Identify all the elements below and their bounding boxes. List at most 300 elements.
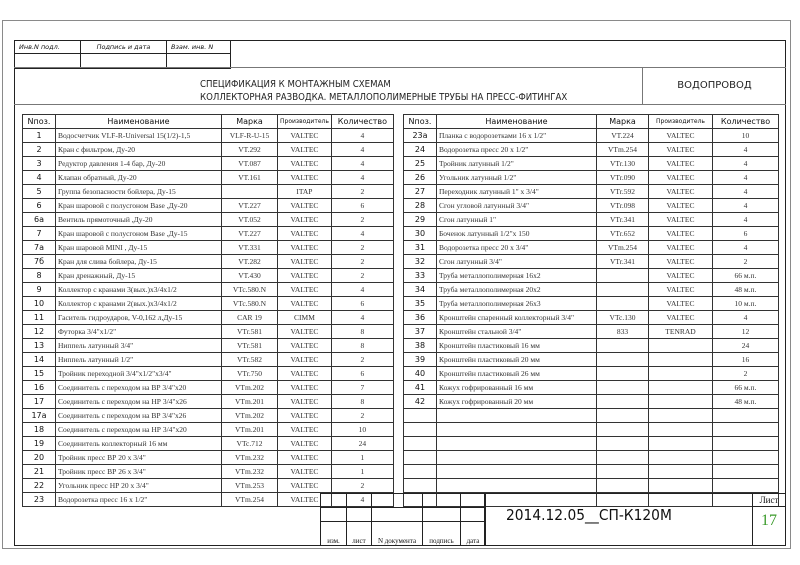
cell-pos: 2 <box>23 143 56 157</box>
table-row <box>404 339 779 353</box>
spec-table-right <box>403 114 779 507</box>
spec-table-left <box>22 114 394 507</box>
empty-cell <box>404 465 437 479</box>
cell-qty: 8 <box>331 395 393 409</box>
cell-maker: VALTEC <box>649 185 713 199</box>
empty-cell <box>713 465 779 479</box>
cell-maker: VALTEC <box>278 283 332 297</box>
cell-name: Тройник латунный 1/2" <box>437 157 597 171</box>
cell-name: Кожух гофрированный 20 мм <box>437 395 597 409</box>
cell-pos: 14 <box>23 353 56 367</box>
table-row <box>23 479 394 493</box>
cell-mark: VT.087 <box>222 157 278 171</box>
cell-qty: 8 <box>331 325 393 339</box>
empty-row <box>404 437 779 451</box>
cell-qty: 4 <box>713 213 779 227</box>
cell-maker: VALTEC <box>649 129 713 143</box>
table-row <box>23 325 394 339</box>
table-header <box>23 115 394 129</box>
cell-pos: 17а <box>23 409 56 423</box>
cell-maker: VALTEC <box>278 367 332 381</box>
table-row <box>404 381 779 395</box>
cell-mark: VTr.592 <box>597 185 649 199</box>
cell-maker: VALTEC <box>278 423 332 437</box>
cell-pos: 10 <box>23 297 56 311</box>
cell-mark <box>597 395 649 409</box>
cell-qty: 10 <box>713 129 779 143</box>
cell-maker: VALTEC <box>278 227 332 241</box>
cell-maker: VALTEC <box>278 171 332 185</box>
cell-pos: 35 <box>404 297 437 311</box>
cell-name: Труба металлополимерная 26x3 <box>437 297 597 311</box>
table-row <box>404 213 779 227</box>
cell-pos: 39 <box>404 353 437 367</box>
cell-mark: 833 <box>597 325 649 339</box>
cell-maker: VALTEC <box>278 451 332 465</box>
cell-qty: 6 <box>331 367 393 381</box>
empty-cell <box>649 465 713 479</box>
cell-qty: 4 <box>331 171 393 185</box>
cell-qty: 4 <box>713 241 779 255</box>
rev-header-docnum: N документа <box>372 522 423 546</box>
cell-maker <box>649 381 713 395</box>
table-row <box>404 269 779 283</box>
cell-maker <box>649 367 713 381</box>
cell-maker <box>649 339 713 353</box>
cell-maker: VALTEC <box>278 465 332 479</box>
cell-maker: VALTEC <box>278 213 332 227</box>
cell-maker: VALTEC <box>278 493 332 507</box>
cell-pos: 23а <box>404 129 437 143</box>
col-pos: Nпоз. <box>23 115 56 129</box>
table-row <box>404 241 779 255</box>
approval-stamp <box>14 40 231 69</box>
cell-name: Редуктор давления 1-4 бар, Ду-20 <box>56 157 222 171</box>
cell-mark: VTc.580.N <box>222 283 278 297</box>
cell-pos: 29 <box>404 213 437 227</box>
cell-mark <box>597 381 649 395</box>
cell-name: Сгон угловой латунный 3/4" <box>437 199 597 213</box>
cell-qty: 66 м.п. <box>713 269 779 283</box>
section-box <box>642 67 786 105</box>
col-mark: Марка <box>597 115 649 129</box>
cell-qty: 12 <box>713 325 779 339</box>
empty-cell <box>649 423 713 437</box>
cell-name: Угольник пресс НР 20 x 3/4" <box>56 479 222 493</box>
table-row <box>23 451 394 465</box>
cell-qty: 1 <box>331 465 393 479</box>
cell-name: Соединитель с переходом на ВР 3/4"x26 <box>56 409 222 423</box>
cell-qty: 4 <box>331 493 393 507</box>
table-row <box>23 297 394 311</box>
cell-qty: 4 <box>331 283 393 297</box>
cell-mark: VTc.712 <box>222 437 278 451</box>
table-row <box>23 423 394 437</box>
cell-pos: 18 <box>23 423 56 437</box>
rev-header-sheet: лист <box>347 522 372 546</box>
cell-name: Сгон латунный 3/4" <box>437 255 597 269</box>
cell-pos: 23 <box>23 493 56 507</box>
document-code: 2014.12.05__СП-К120М <box>506 506 672 524</box>
cell-maker: VALTEC <box>649 283 713 297</box>
cell-mark: VTr.130 <box>597 157 649 171</box>
cell-mark: VTm.254 <box>597 241 649 255</box>
empty-cell <box>597 479 649 493</box>
table-row <box>404 199 779 213</box>
table-row <box>404 353 779 367</box>
empty-cell <box>597 451 649 465</box>
table-row <box>404 283 779 297</box>
table-row <box>23 381 394 395</box>
cell-mark: VT.292 <box>222 143 278 157</box>
cell-pos: 6а <box>23 213 56 227</box>
col-maker: Производитель <box>649 115 713 129</box>
empty-row <box>404 423 779 437</box>
cell-mark: VTc.580.N <box>222 297 278 311</box>
cell-name: Водорозетка пресс 20 x 1/2" <box>437 143 597 157</box>
cell-mark: CAR 19 <box>222 311 278 325</box>
cell-mark <box>597 339 649 353</box>
cell-pos: 11 <box>23 311 56 325</box>
table-row <box>23 339 394 353</box>
cell-mark <box>222 185 278 199</box>
empty-cell <box>404 409 437 423</box>
table-row <box>23 199 394 213</box>
col-name: Наименование <box>56 115 222 129</box>
cell-qty: 4 <box>713 143 779 157</box>
cell-name: Соединитель с переходом на НР 3/4"x26 <box>56 395 222 409</box>
cell-maker: VALTEC <box>649 297 713 311</box>
empty-cell <box>649 479 713 493</box>
cell-name: Коллектор с кранами 3(вых.)x3/4x1/2 <box>56 283 222 297</box>
cell-pos: 5 <box>23 185 56 199</box>
cell-qty: 4 <box>331 311 393 325</box>
empty-row <box>404 451 779 465</box>
table-row <box>404 129 779 143</box>
cell-pos: 13 <box>23 339 56 353</box>
cell-maker: VALTEC <box>649 269 713 283</box>
cell-mark <box>597 283 649 297</box>
cell-pos: 32 <box>404 255 437 269</box>
empty-row <box>404 479 779 493</box>
cell-pos: 25 <box>404 157 437 171</box>
stamp-header-inv: Инв.N подл. <box>15 41 81 54</box>
col-qty: Количество <box>331 115 393 129</box>
cell-pos: 4 <box>23 171 56 185</box>
cell-pos: 7 <box>23 227 56 241</box>
table-row <box>404 395 779 409</box>
cell-mark: VLF-R-U-15 <box>222 129 278 143</box>
empty-row <box>404 465 779 479</box>
table-row <box>23 353 394 367</box>
cell-name: Кронштейн пластиковый 20 мм <box>437 353 597 367</box>
cell-mark <box>597 353 649 367</box>
cell-name: Кран для слива бойлера, Ду-15 <box>56 255 222 269</box>
cell-mark: VT.161 <box>222 171 278 185</box>
table-row <box>23 367 394 381</box>
empty-cell <box>597 437 649 451</box>
cell-qty: 2 <box>331 255 393 269</box>
cell-name: Кронштейн пластиковый 16 мм <box>437 339 597 353</box>
table-row <box>23 129 394 143</box>
empty-row <box>404 409 779 423</box>
cell-maker: VALTEC <box>649 255 713 269</box>
cell-mark: VT.052 <box>222 213 278 227</box>
cell-pos: 12 <box>23 325 56 339</box>
cell-qty: 1 <box>331 451 393 465</box>
cell-maker: VALTEC <box>278 325 332 339</box>
cell-pos: 37 <box>404 325 437 339</box>
cell-name: Кронштейн пластиковый 26 мм <box>437 367 597 381</box>
cell-pos: 40 <box>404 367 437 381</box>
cell-name: Тройник пресс ВР 26 x 3/4" <box>56 465 222 479</box>
cell-mark: VTc.130 <box>597 311 649 325</box>
table-row <box>23 185 394 199</box>
cell-maker: VALTEC <box>649 227 713 241</box>
cell-pos: 22 <box>23 479 56 493</box>
table-row <box>23 157 394 171</box>
cell-name: Коллектор с кранами 2(вых.)x3/4x1/2 <box>56 297 222 311</box>
cell-pos: 1 <box>23 129 56 143</box>
col-qty: Количество <box>713 115 779 129</box>
cell-name: Группа безопасности бойлера, Ду-15 <box>56 185 222 199</box>
col-pos: Nпоз. <box>404 115 437 129</box>
cell-pos: 27 <box>404 185 437 199</box>
empty-cell <box>597 465 649 479</box>
cell-maker <box>649 353 713 367</box>
cell-mark: VTm.254 <box>597 143 649 157</box>
cell-pos: 38 <box>404 339 437 353</box>
table-row <box>404 311 779 325</box>
empty-cell <box>649 409 713 423</box>
rev-header-signature: подпись <box>423 522 461 546</box>
cell-mark: VTr.581 <box>222 339 278 353</box>
cell-mark: VTr.750 <box>222 367 278 381</box>
title-line-2: КОЛЛЕКТОРНАЯ РАЗВОДКА. МЕТАЛЛОПОЛИМЕРНЫЕ ТРУБЫ НА ПРЕСС-ФИТИНГАХ <box>200 92 568 103</box>
cell-mark: VTm.201 <box>222 395 278 409</box>
cell-qty: 4 <box>713 199 779 213</box>
cell-pos: 33 <box>404 269 437 283</box>
empty-cell <box>404 479 437 493</box>
cell-maker: VALTEC <box>278 409 332 423</box>
cell-name: Кран шаровой MINI , Ду-15 <box>56 241 222 255</box>
cell-name: Гаситель гидроударов, V-0,162 л,Ду-15 <box>56 311 222 325</box>
rev-header-date: дата <box>461 522 486 546</box>
cell-qty: 6 <box>713 227 779 241</box>
table-row <box>23 311 394 325</box>
cell-pos: 21 <box>23 465 56 479</box>
table-row <box>404 297 779 311</box>
table-row <box>404 171 779 185</box>
cell-maker: VALTEC <box>278 255 332 269</box>
cell-name: Водорозетка пресс 16 x 1/2" <box>56 493 222 507</box>
cell-name: Вентиль прямоточный ,Ду-20 <box>56 213 222 227</box>
cell-maker: VALTEC <box>649 241 713 255</box>
table-row <box>23 409 394 423</box>
stamp-header-signature: Подпись и дата <box>81 41 167 54</box>
cell-qty: 2 <box>331 353 393 367</box>
cell-name: Соединитель коллекторный 16 мм <box>56 437 222 451</box>
cell-qty: 48 м.п. <box>713 395 779 409</box>
cell-name: Водорозетка пресс 20 x 3/4" <box>437 241 597 255</box>
cell-maker: VALTEC <box>649 199 713 213</box>
cell-pos: 15 <box>23 367 56 381</box>
table-row <box>23 465 394 479</box>
cell-pos: 34 <box>404 283 437 297</box>
cell-qty: 6 <box>331 297 393 311</box>
cell-maker: VALTEC <box>278 199 332 213</box>
cell-name: Кронштейн стальной 3/4" <box>437 325 597 339</box>
cell-qty: 16 <box>713 353 779 367</box>
cell-qty: 8 <box>331 339 393 353</box>
cell-qty: 24 <box>713 339 779 353</box>
cell-mark: VTm.201 <box>222 423 278 437</box>
cell-qty: 4 <box>331 157 393 171</box>
table-row <box>23 227 394 241</box>
empty-cell <box>404 451 437 465</box>
cell-qty: 66 м.п. <box>713 381 779 395</box>
cell-name: Ниппель латунный 1/2" <box>56 353 222 367</box>
cell-name: Кожух гофрированный 16 мм <box>437 381 597 395</box>
table-row <box>23 255 394 269</box>
empty-cell <box>437 409 597 423</box>
col-maker: Производитель <box>278 115 332 129</box>
cell-qty: 4 <box>713 171 779 185</box>
cell-qty: 4 <box>331 129 393 143</box>
cell-maker: VALTEC <box>278 241 332 255</box>
cell-qty: 4 <box>713 311 779 325</box>
empty-cell <box>713 479 779 493</box>
cell-pos: 24 <box>404 143 437 157</box>
cell-qty: 6 <box>331 199 393 213</box>
cell-name: Тройник переходной 3/4"x1/2"x3/4" <box>56 367 222 381</box>
cell-mark: VTm.202 <box>222 409 278 423</box>
cell-mark <box>597 269 649 283</box>
cell-pos: 42 <box>404 395 437 409</box>
cell-qty: 24 <box>331 437 393 451</box>
cell-pos: 41 <box>404 381 437 395</box>
cell-mark <box>597 367 649 381</box>
cell-mark: VTr.341 <box>597 213 649 227</box>
cell-maker: VALTEC <box>649 171 713 185</box>
cell-maker: VALTEC <box>649 157 713 171</box>
cell-mark: VTr.581 <box>222 325 278 339</box>
rev-header-change: изм. <box>321 522 347 546</box>
cell-qty: 2 <box>331 185 393 199</box>
cell-maker: VALTEC <box>278 143 332 157</box>
cell-name: Кран шаровой с полусгоном Base ,Ду-15 <box>56 227 222 241</box>
cell-qty: 2 <box>331 409 393 423</box>
cell-pos: 19 <box>23 437 56 451</box>
cell-mark: VT.227 <box>222 199 278 213</box>
cell-maker: VALTEC <box>278 437 332 451</box>
cell-maker: VALTEC <box>649 311 713 325</box>
cell-name: Ниппель латунный 3/4" <box>56 339 222 353</box>
cell-pos: 31 <box>404 241 437 255</box>
cell-maker: VALTEC <box>278 297 332 311</box>
cell-name: Кран дренажный, Ду-15 <box>56 269 222 283</box>
cell-name: Угольник латунный 1/2" <box>437 171 597 185</box>
cell-pos: 16 <box>23 381 56 395</box>
cell-mark: VTm.202 <box>222 381 278 395</box>
cell-qty: 2 <box>331 479 393 493</box>
table-row <box>404 227 779 241</box>
cell-name: Водосчетчик VLF-R-Universal 15(1/2)-1,5 <box>56 129 222 143</box>
cell-name: Кронштейн спаренный коллекторный 3/4" <box>437 311 597 325</box>
cell-mark <box>597 297 649 311</box>
cell-name: Соединитель с переходом на НР 3/4"x20 <box>56 423 222 437</box>
cell-maker: CIMM <box>278 311 332 325</box>
cell-mark: VT.224 <box>597 129 649 143</box>
empty-cell <box>437 479 597 493</box>
cell-qty: 2 <box>331 241 393 255</box>
cell-pos: 30 <box>404 227 437 241</box>
table-header <box>404 115 779 129</box>
cell-mark: VT.227 <box>222 227 278 241</box>
empty-cell <box>437 465 597 479</box>
cell-qty: 4 <box>713 185 779 199</box>
table-row <box>23 241 394 255</box>
cell-pos: 3 <box>23 157 56 171</box>
cell-maker: VALTEC <box>278 479 332 493</box>
cell-maker: VALTEC <box>278 353 332 367</box>
empty-cell <box>713 409 779 423</box>
cell-maker: VALTEC <box>278 395 332 409</box>
cell-qty: 48 м.п. <box>713 283 779 297</box>
empty-cell <box>437 423 597 437</box>
empty-cell <box>597 423 649 437</box>
revision-grid <box>320 493 486 546</box>
cell-pos: 6 <box>23 199 56 213</box>
cell-maker: VALTEC <box>649 143 713 157</box>
table-row <box>404 325 779 339</box>
cell-mark: VTr.341 <box>597 255 649 269</box>
cell-pos: 9 <box>23 283 56 297</box>
cell-pos: 20 <box>23 451 56 465</box>
section-name: ВОДОПРОВОД <box>677 80 752 91</box>
cell-qty: 4 <box>713 157 779 171</box>
cell-name: Футорка 3/4"x1/2" <box>56 325 222 339</box>
table-row <box>404 367 779 381</box>
cell-qty: 7 <box>331 381 393 395</box>
table-row <box>23 395 394 409</box>
table-row <box>23 171 394 185</box>
cell-mark: VTm.232 <box>222 465 278 479</box>
cell-name: Кран с фильтром, Ду-20 <box>56 143 222 157</box>
cell-name: Сгон латунный 1" <box>437 213 597 227</box>
cell-name: Боченок латунный 1/2"x 150 <box>437 227 597 241</box>
cell-qty: 2 <box>713 255 779 269</box>
cell-maker: ITAP <box>278 185 332 199</box>
table-row <box>404 255 779 269</box>
cell-maker: VALTEC <box>649 213 713 227</box>
cell-maker: VALTEC <box>278 381 332 395</box>
empty-cell <box>437 437 597 451</box>
empty-cell <box>713 423 779 437</box>
col-mark: Марка <box>222 115 278 129</box>
cell-pos: 7а <box>23 241 56 255</box>
cell-name: Труба металлополимерная 20x2 <box>437 283 597 297</box>
cell-qty: 2 <box>331 269 393 283</box>
cell-name: Тройник пресс ВР 20 x 3/4" <box>56 451 222 465</box>
col-name: Наименование <box>437 115 597 129</box>
cell-mark: VTm.253 <box>222 479 278 493</box>
cell-pos: 36 <box>404 311 437 325</box>
cell-qty: 4 <box>331 227 393 241</box>
cell-maker: VALTEC <box>278 269 332 283</box>
cell-mark: VT.430 <box>222 269 278 283</box>
cell-name: Кран шаровой с полусгоном Base ,Ду-20 <box>56 199 222 213</box>
